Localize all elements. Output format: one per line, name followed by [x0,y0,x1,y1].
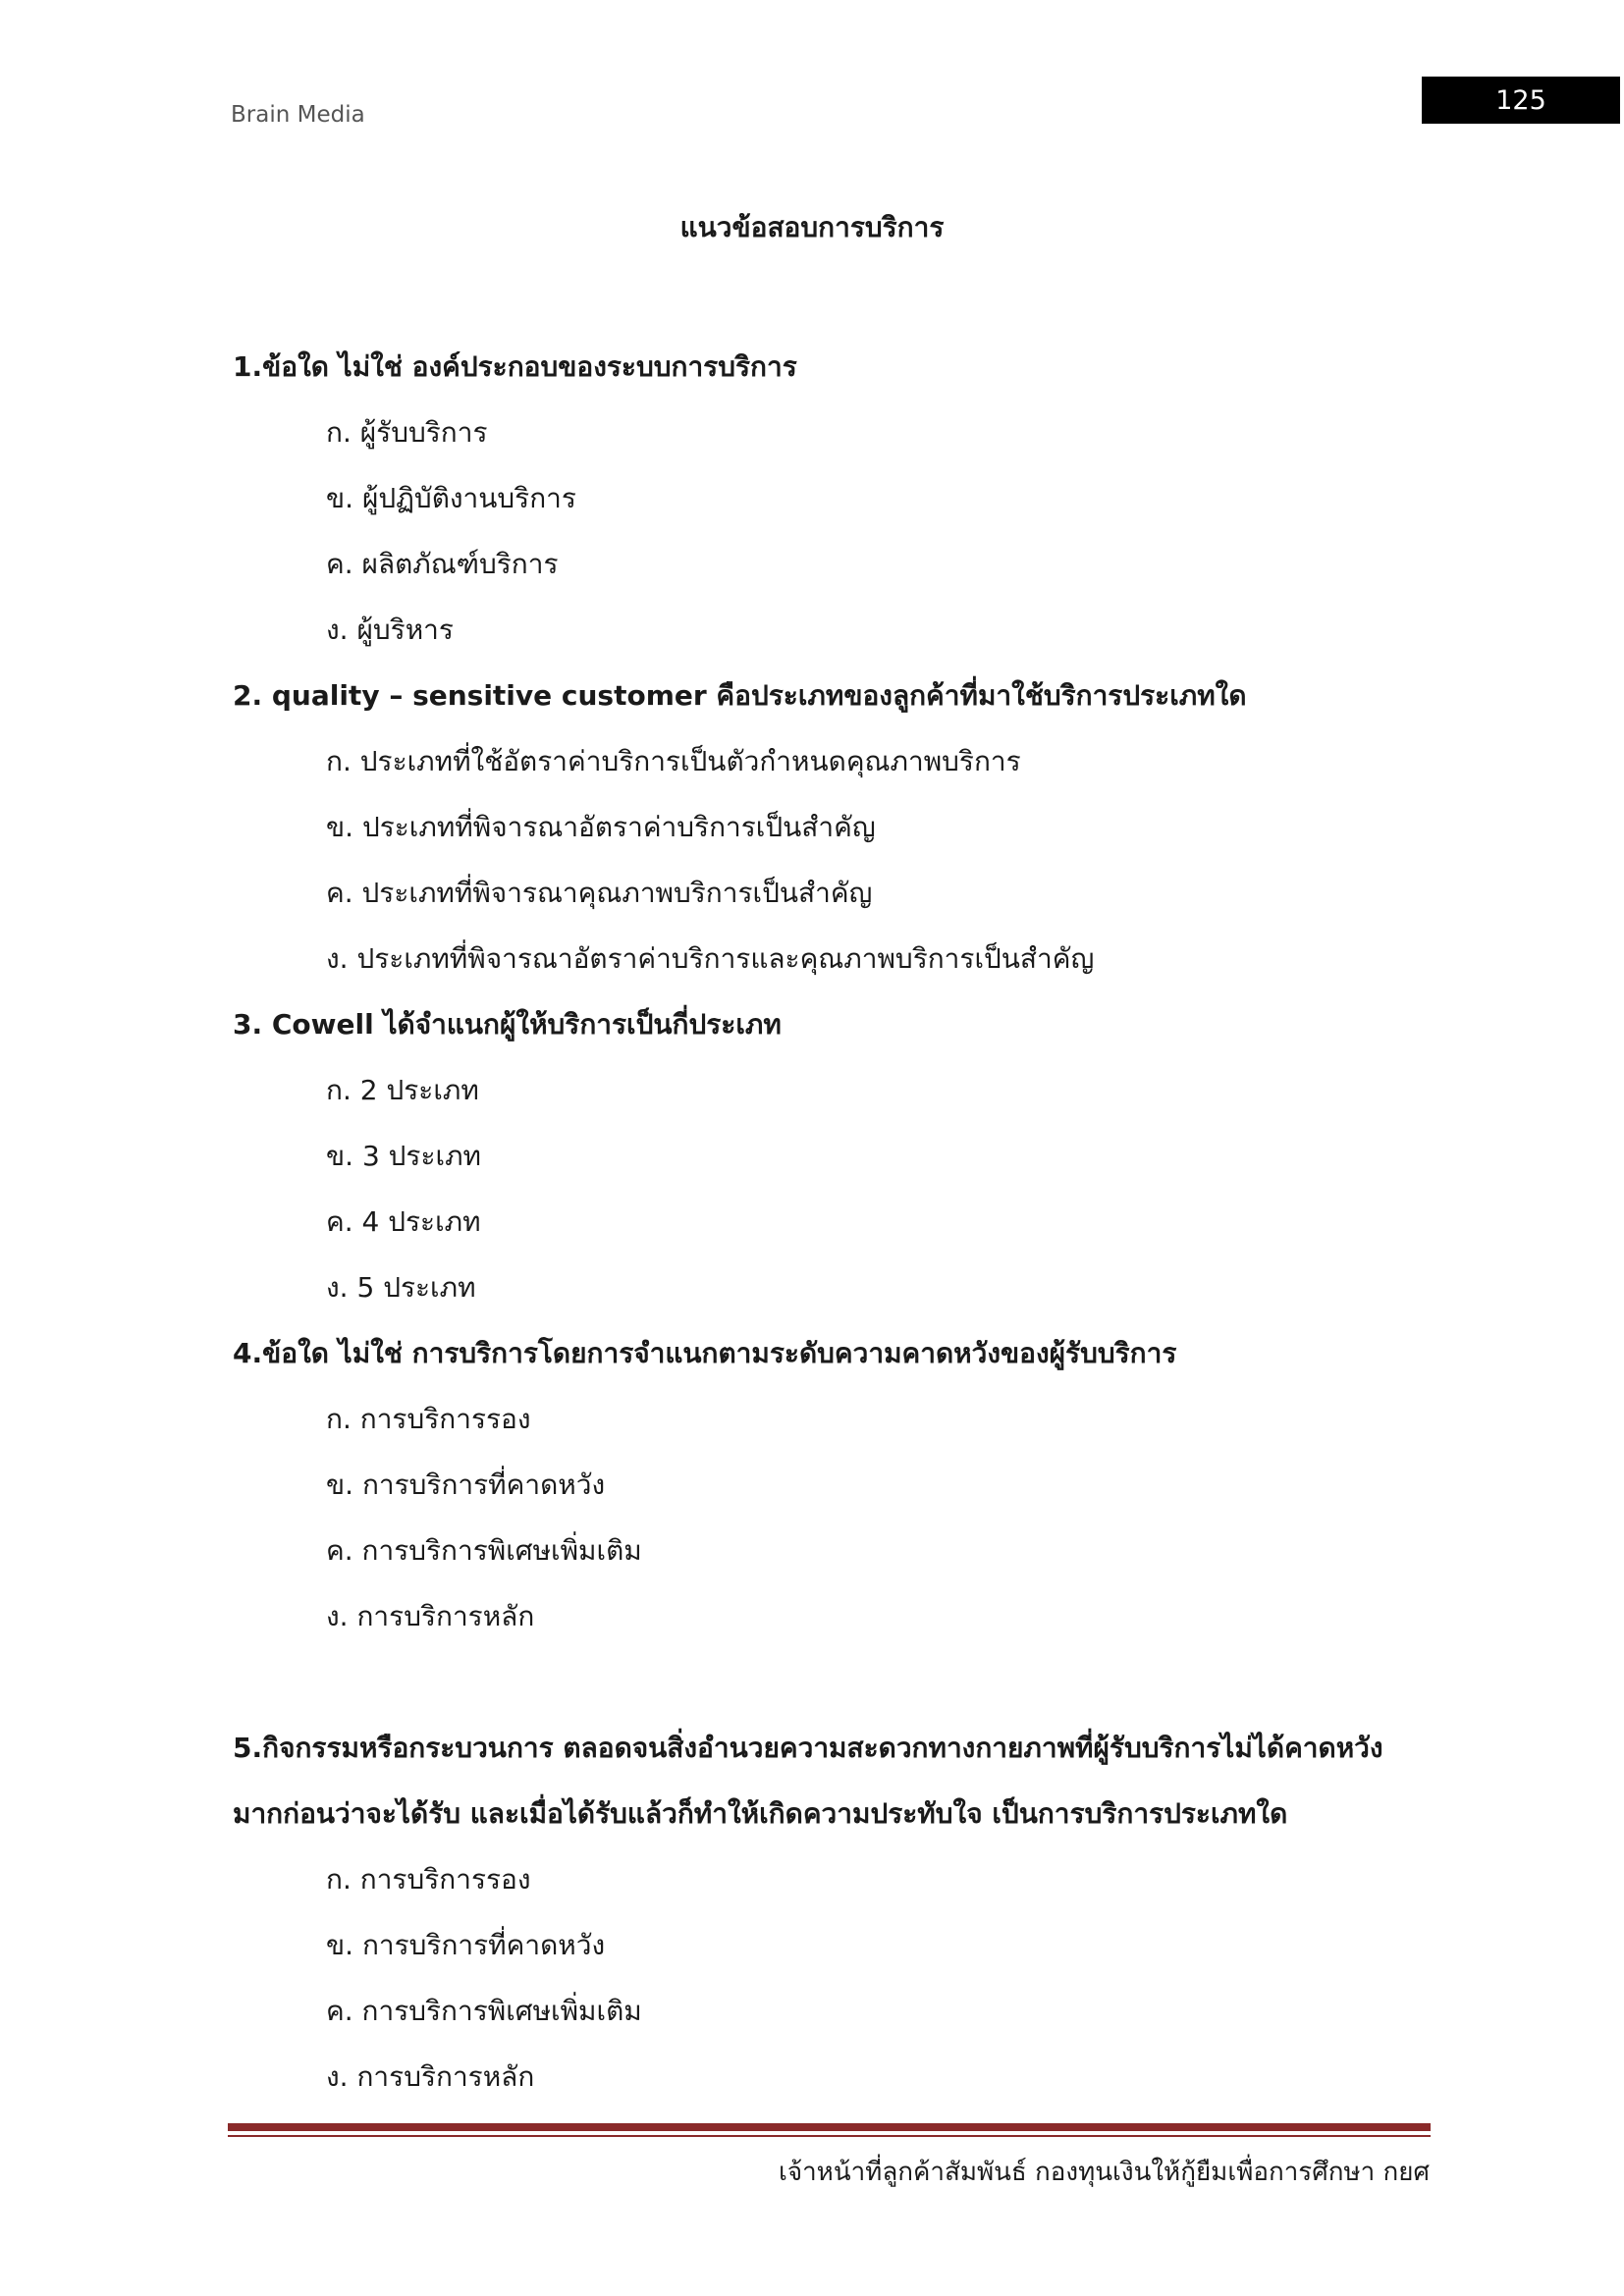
choice-d: ง. การบริการหลัก [326,1600,535,1632]
choice-b: ข. 3 ประเภท [326,1140,481,1172]
question-list [233,334,1431,2109]
choice-d: ง. ผู้บริหาร [326,614,454,646]
choice-a: ก. การบริการรอง [326,1403,531,1435]
choice-a: ก. ผู้รับบริการ [326,416,488,449]
choice-b: ข. การบริการที่คาดหวัง [326,1929,606,1961]
question-text-line-1: 5.กิจกรรมหรือกระบวนการ ตลอดจนสิ่งอำนวยความสะดวกทางกายภาพที่ผู้รับบริการไม่ได้คาดหวัง [233,1732,1383,1764]
choice-c: ค. 4 ประเภท [326,1205,481,1238]
question-text: 1.ข้อใด ไม่ใช่ องค์ประกอบของระบบการบริการ [233,350,797,383]
choice-d: ง. ประเภทที่พิจารณาอัตราค่าบริการและคุณภาพบริการเป็นสำคัญ [326,942,1095,975]
question-4 [233,1320,1431,1649]
question-2 [233,663,1431,991]
choice-c: ค. การบริการพิเศษเพิ่มเติม [326,1534,642,1567]
question-text: 2. quality – sensitive customer คือประเภทของลูกค้าที่มาใช้บริการประเภทใด [233,679,1247,712]
header-brand: Brain Media [231,102,365,128]
footer-text: เจ้าหน้าที่ลูกค้าสัมพันธ์ กองทุนเงินให้กู้ยืมเพื่อการศึกษา กยศ [778,2158,1430,2187]
choice-a: ก. 2 ประเภท [326,1074,479,1106]
choice-c: ค. ประเภทที่พิจารณาคุณภาพบริการเป็นสำคัญ [326,877,873,909]
footer-rule-thin [228,2135,1431,2137]
choice-a: ก. ประเภทที่ใช้อัตราค่าบริการเป็นตัวกำหนดคุณภาพบริการ [326,745,1021,777]
footer-rule-thick [228,2123,1431,2131]
choice-b: ข. การบริการที่คาดหวัง [326,1468,606,1501]
document-title: แนวข้อสอบการบริการ [679,211,945,243]
question-text-line-2: มากก่อนว่าจะได้รับ และเมื่อได้รับแล้วก็ทำให้เกิดความประทับใจ เป็นการบริการประเภทใด [233,1797,1288,1830]
page-number-badge [1422,77,1620,124]
choice-c: ค. การบริการพิเศษเพิ่มเติม [326,1995,642,2027]
footer-rule [228,2123,1431,2137]
question-text: 3. Cowell ได้จำแนกผู้ให้บริการเป็นกี่ประเภท [233,1008,782,1041]
question-spacer [233,1649,1431,1715]
choice-c: ค. ผลิตภัณฑ์บริการ [326,548,559,580]
choice-b: ข. ประเภทที่พิจารณาอัตราค่าบริการเป็นสำคัญ [326,811,876,843]
choice-a: ก. การบริการรอง [326,1863,531,1896]
choice-d: ง. 5 ประเภท [326,1271,476,1304]
question-3 [233,991,1431,1320]
question-1 [233,334,1431,663]
choice-b: ข. ผู้ปฏิบัติงานบริการ [326,482,576,514]
choice-d: ง. การบริการหลัก [326,2060,535,2093]
question-text: 4.ข้อใด ไม่ใช่ การบริการโดยการจำแนกตามระดับความคาดหวังของผู้รับบริการ [233,1337,1177,1369]
page-number: 125 [1495,84,1546,116]
question-5 [233,1715,1431,2109]
